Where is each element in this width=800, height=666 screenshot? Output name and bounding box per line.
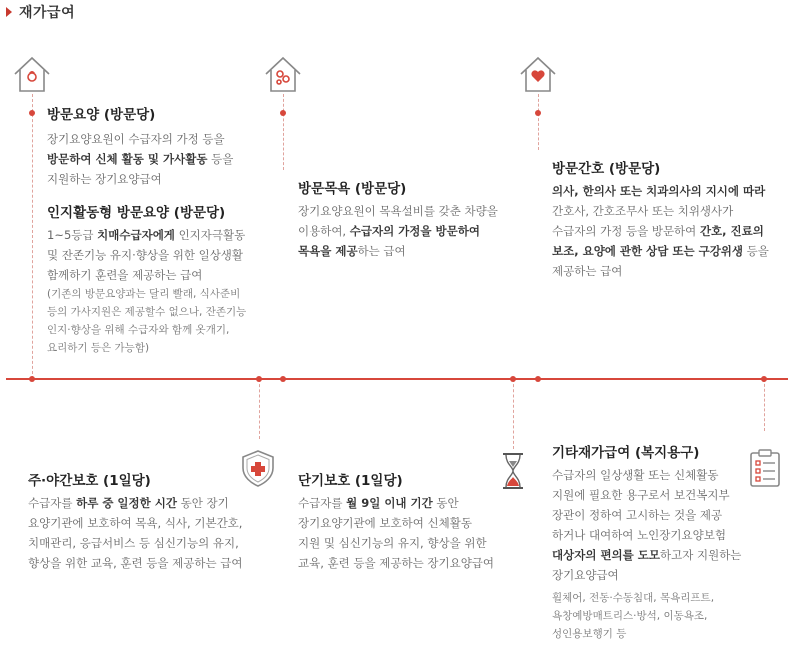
text-line: 지원에 필요한 용구로서 보건복지부 xyxy=(552,488,730,502)
other-benefit-desc xyxy=(552,465,741,585)
text-line: 제공하는 급여 xyxy=(552,264,623,278)
triangle-bullet-icon xyxy=(6,7,12,17)
day-night-care-title: 주·야간보호 (1일당) xyxy=(28,473,151,489)
connector-short-term xyxy=(513,379,514,449)
timeline-dot xyxy=(761,376,767,382)
text-line: 성인용보행기 등 xyxy=(552,628,627,640)
text-line: 이용하여, 수급자의 가정을 방문하여 xyxy=(298,224,480,238)
cognitive-care-block xyxy=(47,201,246,357)
visit-bath-title: 방문목욕 (방문당) xyxy=(298,181,407,197)
house-heart-icon xyxy=(12,54,52,94)
timeline-dot xyxy=(535,110,541,116)
text-line: 및 잔존기능 유지·향상을 위한 일상생활 xyxy=(47,248,244,262)
text-line: 교육, 훈련 등을 제공하는 장기요양급여 xyxy=(298,556,495,570)
text-line: 함께하기 훈련을 제공하는 급여 xyxy=(47,268,203,282)
text-line: 지원하는 장기요양급여 xyxy=(47,172,162,186)
visit-bath-block xyxy=(298,177,498,261)
text-line: 하거나 대여하여 노인장기요양보험 xyxy=(552,528,726,542)
visit-nursing-desc xyxy=(552,181,769,281)
clipboard-checklist-icon xyxy=(748,448,782,488)
section-header xyxy=(6,2,75,22)
other-benefit-block xyxy=(552,441,741,643)
text-line: 등의 가사지원은 제공할수 없으나, 잔존기능 xyxy=(47,306,247,318)
text-line: 치매관리, 응급서비스 등 심신기능의 유지, xyxy=(28,536,239,550)
day-night-care-desc xyxy=(28,493,242,573)
connector-visit-bath xyxy=(283,94,284,170)
text-line: 장기요양요원이 목욕설비를 갖춘 차량을 xyxy=(298,204,498,218)
other-benefit-title: 기타재가급여 (복지용구) xyxy=(552,445,700,461)
connector-visit-nursing xyxy=(538,94,539,150)
visit-care-title: 방문요양 (방문당) xyxy=(47,107,156,123)
visit-care-desc xyxy=(47,129,233,189)
text-line: 대상자의 편의를 도모하고자 지원하는 xyxy=(552,548,742,562)
text-line: 보조, 요양에 관한 상담 또는 구강위생 등을 xyxy=(552,244,769,258)
short-term-care-title: 단기보호 (1일당) xyxy=(298,473,403,489)
timeline-dot xyxy=(280,110,286,116)
cognitive-care-note xyxy=(47,285,246,357)
text-line: 욕창예방매트리스·방석, 이동욕조, xyxy=(552,610,708,622)
text-line: 수급자의 가정 등을 방문하여 간호, 진료의 xyxy=(552,224,764,238)
text-line: 수급자를 하루 중 일정한 시간 동안 장기 xyxy=(28,496,229,510)
other-benefit-note xyxy=(552,589,741,643)
timeline-dot xyxy=(29,110,35,116)
text-line: 1~5등급 치매수급자에게 인지자극활동 xyxy=(47,228,246,242)
text-line: 요리하기 등은 가능함) xyxy=(47,342,150,354)
text-line: 간호사, 간호조무사 또는 치위생사가 xyxy=(552,204,734,218)
text-line: 수급자의 일상생활 또는 신체활동 xyxy=(552,468,719,482)
house-bubbles-icon xyxy=(263,54,303,94)
section-title: 재가급여 xyxy=(19,5,76,21)
timeline-dot xyxy=(280,376,286,382)
connector-day-night xyxy=(259,379,260,439)
text-line: 장기요양요원이 수급자의 가정 등을 xyxy=(47,132,225,146)
visit-nursing-title: 방문간호 (방문당) xyxy=(552,161,661,177)
text-line: 향상을 위한 교육, 훈련 등을 제공하는 급여 xyxy=(28,556,243,570)
connector-other xyxy=(764,379,765,431)
text-line: 의사, 한의사 또는 치과의사의 지시에 따라 xyxy=(552,184,766,198)
day-night-care-block xyxy=(28,469,242,573)
visit-nursing-block xyxy=(552,157,769,281)
short-term-care-block xyxy=(298,469,494,573)
text-line: 휠체어, 전동·수동침대, 목욕리프트, xyxy=(552,592,715,604)
cognitive-care-title: 인지활동형 방문요양 (방문당) xyxy=(47,205,226,221)
timeline-axis xyxy=(6,378,788,380)
text-line: 수급자를 월 9일 이내 기간 동안 xyxy=(298,496,459,510)
shield-cross-icon xyxy=(238,448,278,488)
timeline-dot xyxy=(510,376,516,382)
visit-care-block xyxy=(47,103,233,189)
timeline-dot xyxy=(256,376,262,382)
text-line: (기존의 방문요양과는 달리 빨래, 식사준비 xyxy=(47,288,241,300)
timeline-dot xyxy=(535,376,541,382)
text-line: 요양기관에 보호하여 목욕, 식사, 기본간호, xyxy=(28,516,243,530)
visit-bath-desc xyxy=(298,201,498,261)
text-line: 장기요양급여 xyxy=(552,568,619,582)
cognitive-care-desc xyxy=(47,225,246,285)
text-line: 장관이 정하여 고시하는 것을 제공 xyxy=(552,508,723,522)
short-term-care-desc xyxy=(298,493,494,573)
connector-visit-care xyxy=(32,94,33,379)
timeline-dot xyxy=(29,376,35,382)
text-line: 지원 및 심신기능의 유지, 향상을 위한 xyxy=(298,536,487,550)
house-heart-icon xyxy=(518,54,558,94)
text-line: 장기요양기관에 보호하여 신체활동 xyxy=(298,516,472,530)
text-line: 목욕을 제공하는 급여 xyxy=(298,244,406,258)
text-line: 방문하여 신체 활동 및 가사활동 등을 xyxy=(47,152,234,166)
hourglass-icon xyxy=(500,452,526,490)
text-line: 인지·향상을 위해 수급자와 함께 옷개기, xyxy=(47,324,230,336)
